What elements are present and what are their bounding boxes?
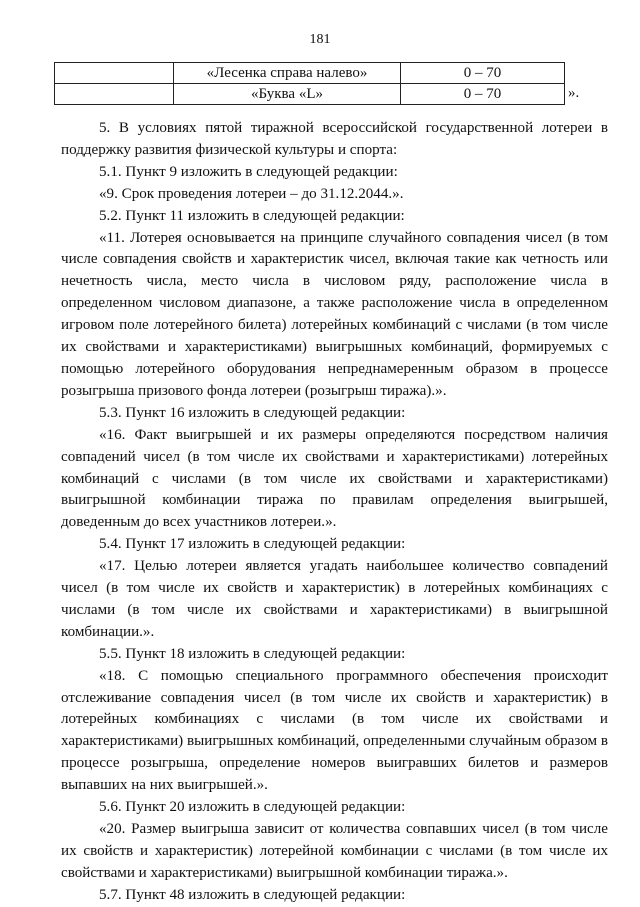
paragraph: 5.1. Пункт 9 изложить в следующей редакции: <box>99 163 398 180</box>
lottery-combinations-table <box>54 62 565 105</box>
table-cell-empty <box>55 63 174 84</box>
table-row <box>55 84 565 105</box>
paragraph: «9. Срок проведения лотереи – до 31.12.2044.». <box>99 185 404 202</box>
paragraph: 5.5. Пункт 18 изложить в следующей редакции: <box>99 645 406 662</box>
paragraph: 5.3. Пункт 16 изложить в следующей редакции: <box>99 404 406 421</box>
paragraph: «18. С помощью специального программного обеспечения происходит отслеживание совпадения чисел (в том числе их свойств и характеристик) в лотерейных комбинациях с числами (в том числе их свойствами и характеристиками) выигрышных комбинаций, определенными случайным образом в процессе розыгрыша, определение номеров выигравших билетов и размеров выпавших на них выигрышей.». <box>61 667 608 794</box>
page-number: 181 <box>309 32 331 47</box>
table-closing-quote: ». <box>568 85 580 101</box>
paragraph: 5.2. Пункт 11 изложить в следующей редакции: <box>99 207 405 224</box>
paragraph: 5.7. Пункт 48 изложить в следующей редакции: <box>99 886 406 903</box>
paragraph: 5. В условиях пятой тиражной всероссийской государственной лотереи в поддержку развития физической культуры и спорта: <box>61 120 608 158</box>
paragraph: «16. Факт выигрышей и их размеры определяются посредством наличия совпадений чисел (в том числе их свойствами и характеристиками) лотерейных комбинаций с числами (в том числе их свойствами и характеристиками) выигрышной комбинации тиража по правилам определения выигрышей, доведенным до всех участников лотереи.». <box>61 426 608 531</box>
document-body <box>61 118 608 907</box>
table-cell-range: 0 – 70 <box>401 84 565 105</box>
paragraph: «20. Размер выигрыша зависит от количества совпавших чисел (в том числе их свойств и характеристик) лотерейной комбинации с числами (в том числе их свойствами и характеристиками) выигрышной комбинации тиража.». <box>61 821 608 881</box>
table-cell-combination: «Лесенка справа налево» <box>174 63 401 84</box>
table-cell-empty <box>55 84 174 105</box>
table-cell-range: 0 – 70 <box>401 63 565 84</box>
table-cell-combination: «Буква «L» <box>174 84 401 105</box>
paragraph: 5.4. Пункт 17 изложить в следующей редакции: <box>99 536 406 553</box>
paragraph: «11. Лотерея основывается на принципе случайного совпадения чисел (в том числе совпадения свойств и характеристик чисел, включая такие как четность или нечетность числа, место числа в числовом ряду, расположение числа в определенном числовом диапазоне, а также расположение числа в определенном игровом поле лотерейного билета) лотерейных комбинаций с числами (в том числе их свойствами и характеристиками) выигрышных комбинаций, формируемых с помощью лотерейного оборудования непреднамеренным образом в процессе розыгрыша призового фонда лотереи (розыгрыш тиража).». <box>61 229 608 399</box>
paragraph: 5.6. Пункт 20 изложить в следующей редакции: <box>99 799 406 816</box>
table-row <box>55 63 565 84</box>
paragraph: «17. Целью лотереи является угадать наибольшее количество совпадений чисел (в том числе их свойств и характеристик) в лотерейных комбинациях с числами (в том числе их свойствами и характеристиками) в выигрышной комбинации.». <box>61 558 608 640</box>
